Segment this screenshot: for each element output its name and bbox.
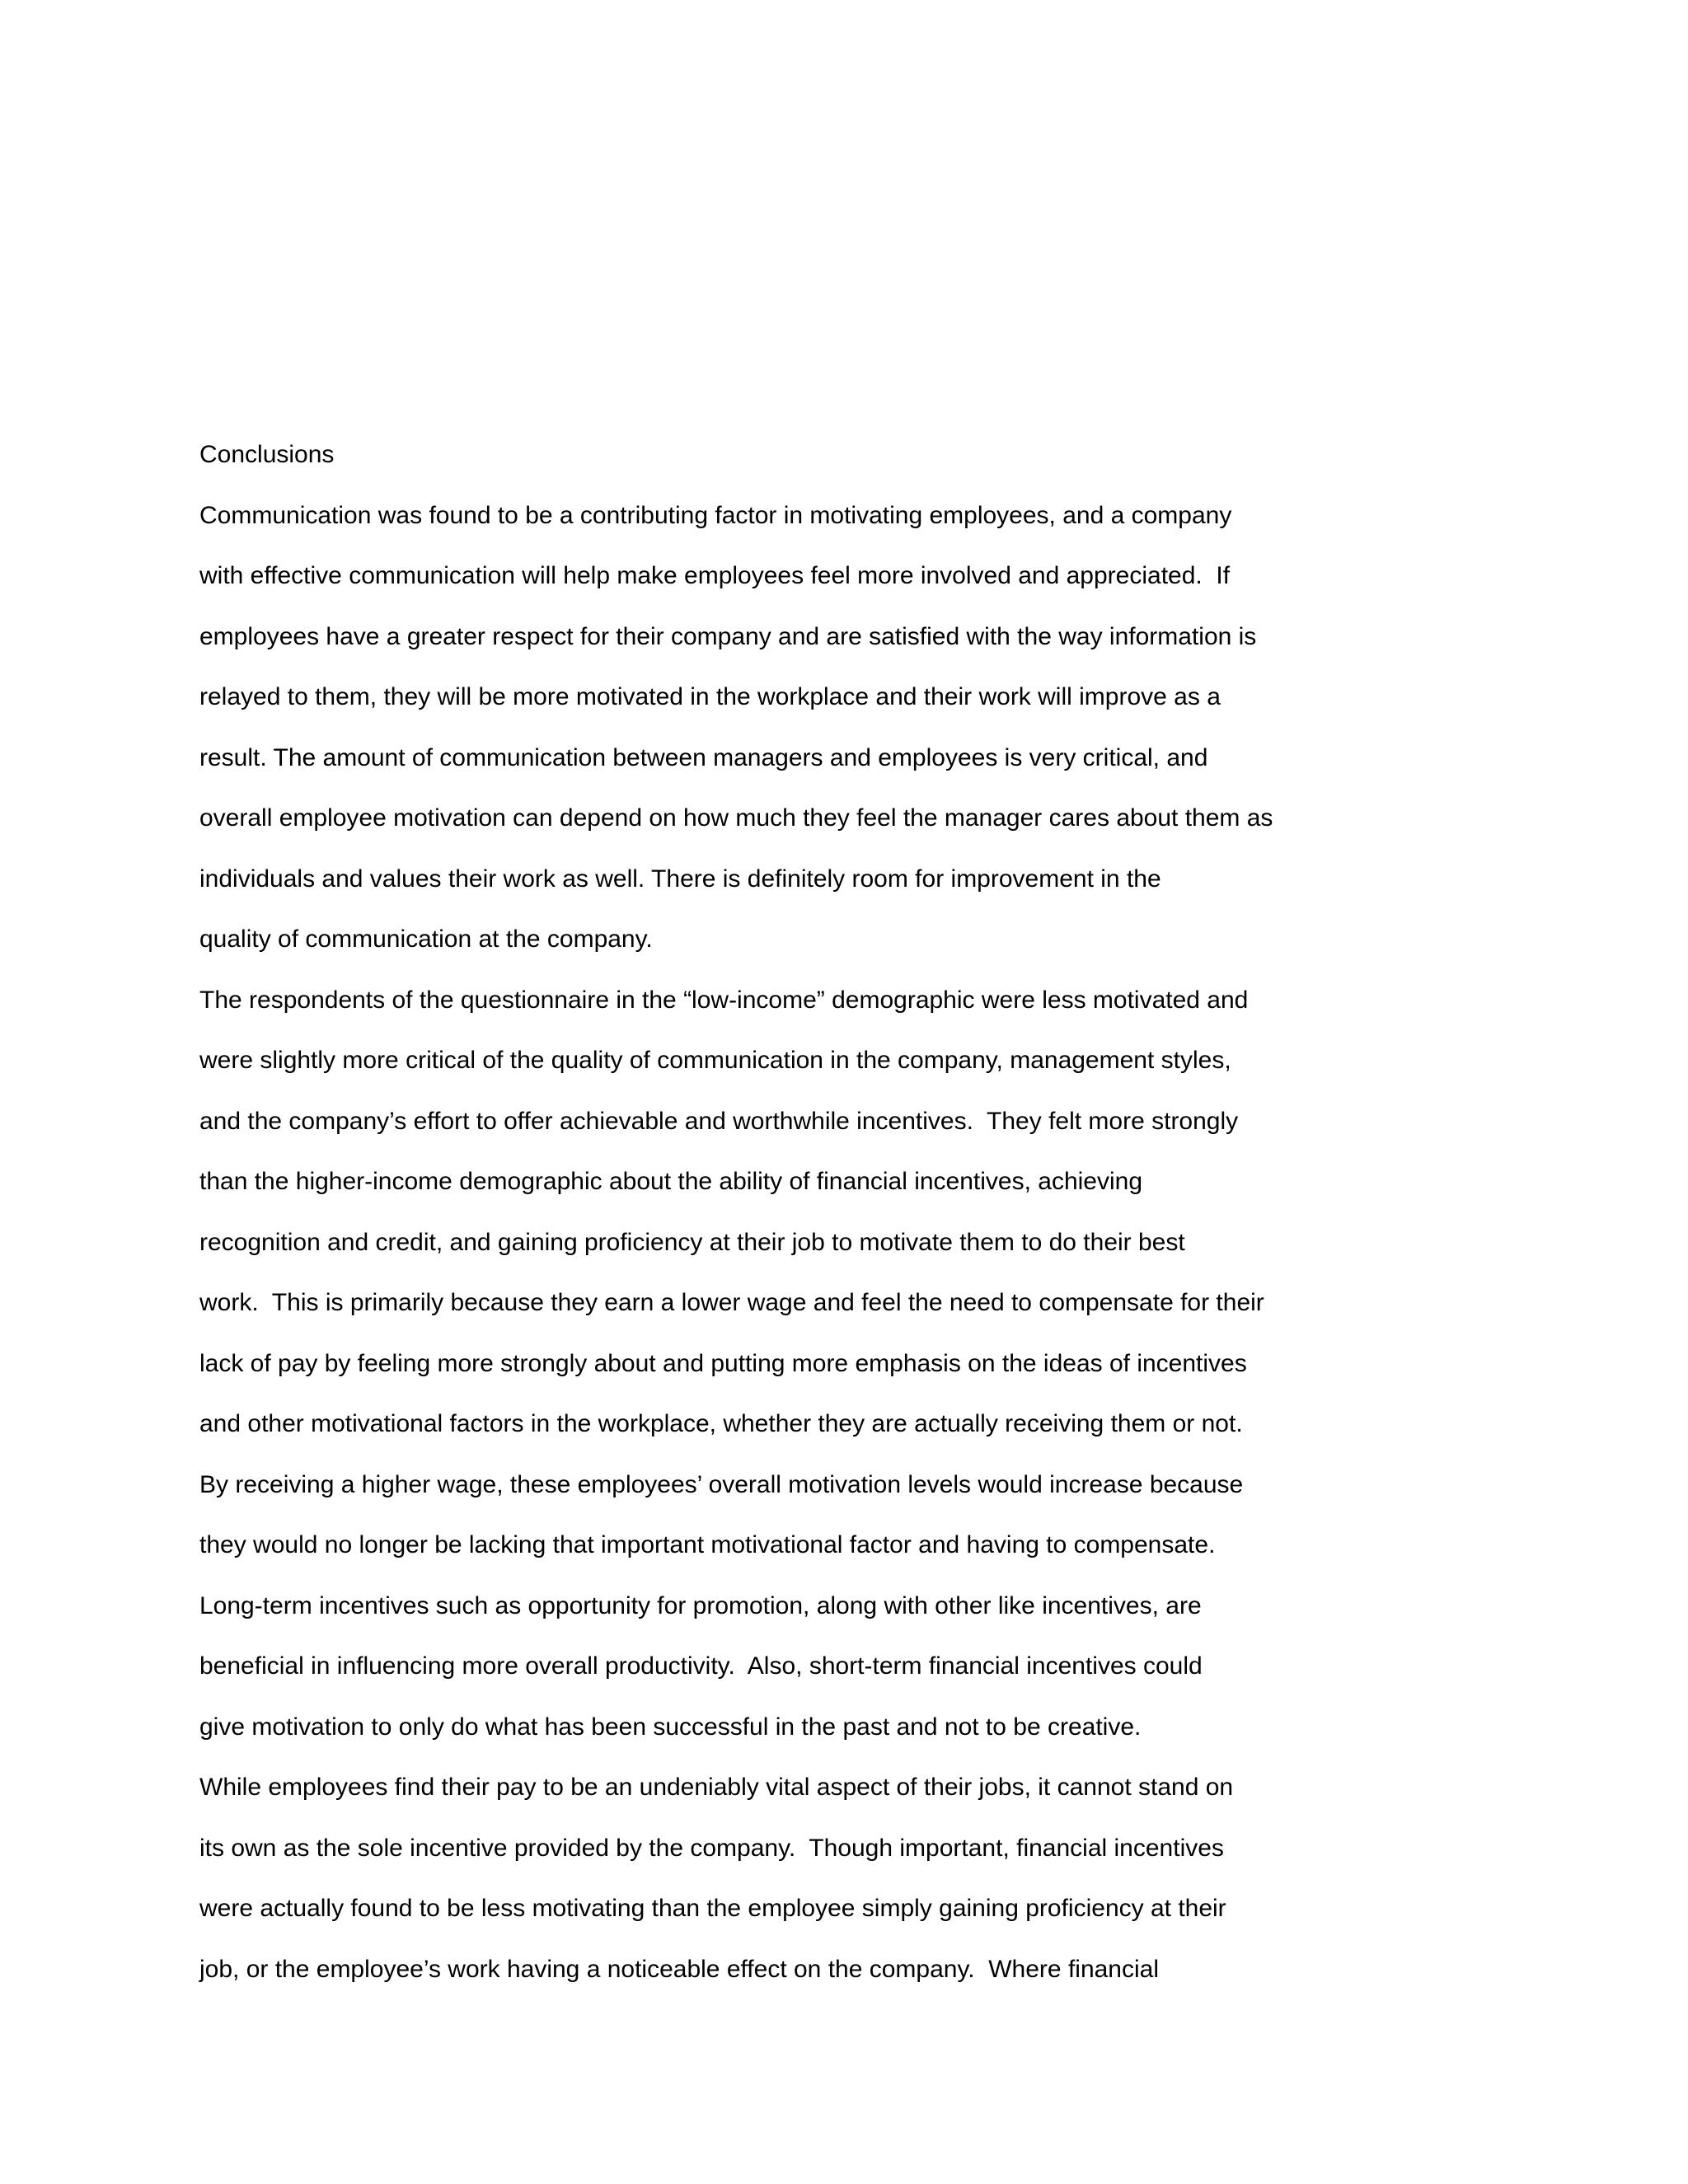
text-line: job, or the employee’s work having a noticeable effect on the company. Where financial — [199, 1955, 1160, 1983]
text-line: individuals and values their work as well. There is definitely room for improvement in the — [199, 865, 1161, 893]
text-line: than the higher-income demographic about the ability of financial incentives, achieving — [199, 1168, 1143, 1195]
text-line: relayed to them, they will be more motivated in the workplace and their work will improve as a — [199, 683, 1221, 710]
text-line: were actually found to be less motivating than the employee simply gaining proficiency at their — [199, 1895, 1226, 1922]
text-line: result. The amount of communication between managers and employees is very critical, and — [199, 743, 1208, 771]
text-line: Communication was found to be a contributing factor in motivating employees, and a company — [199, 501, 1232, 529]
text-line: with effective communication will help make employees feel more involved and appreciated. If — [199, 562, 1231, 589]
text-line: employees have a greater respect for their company and are satisfied with the way information is — [199, 622, 1257, 650]
text-line: were slightly more critical of the quality of communication in the company, management styles, — [199, 1047, 1231, 1074]
text-line: its own as the sole incentive provided by the company. Though important, financial incentives — [199, 1834, 1224, 1862]
text-line: give motivation to only do what has been successful in the past and not to be creative. — [199, 1713, 1142, 1741]
text-line: overall employee motivation can depend on how much they feel the manager cares about them as — [199, 804, 1273, 832]
text-line: Long-term incentives such as opportunity for promotion, along with other like incentives, are — [199, 1591, 1202, 1619]
text-line: quality of communication at the company. — [199, 926, 653, 953]
text-line: they would no longer be lacking that important motivational factor and having to compensate. — [199, 1531, 1216, 1558]
text-line: work. This is primarily because they earn a lower wage and feel the need to compensate for their — [199, 1289, 1264, 1316]
body-text — [199, 434, 1535, 2008]
section-heading: Conclusions — [199, 441, 335, 468]
text-line: and the company’s effort to offer achievable and worthwhile incentives. They felt more strongly — [199, 1107, 1239, 1135]
text-line: beneficial in influencing more overall productivity. Also, short-term financial incentives could — [199, 1652, 1203, 1680]
text-line: recognition and credit, and gaining proficiency at their job to motivate them to do their best — [199, 1228, 1185, 1256]
text-line: While employees find their pay to be an undeniably vital aspect of their jobs, it cannot stand on — [199, 1774, 1234, 1801]
text-line: and other motivational factors in the workplace, whether they are actually receiving them or not. — [199, 1410, 1243, 1437]
text-line: The respondents of the questionnaire in the “low-income” demographic were less motivated and — [199, 986, 1249, 1014]
text-line: lack of pay by feeling more strongly about and putting more emphasis on the ideas of incentives — [199, 1349, 1247, 1377]
text-line: By receiving a higher wage, these employees’ overall motivation levels would increase because — [199, 1470, 1244, 1498]
